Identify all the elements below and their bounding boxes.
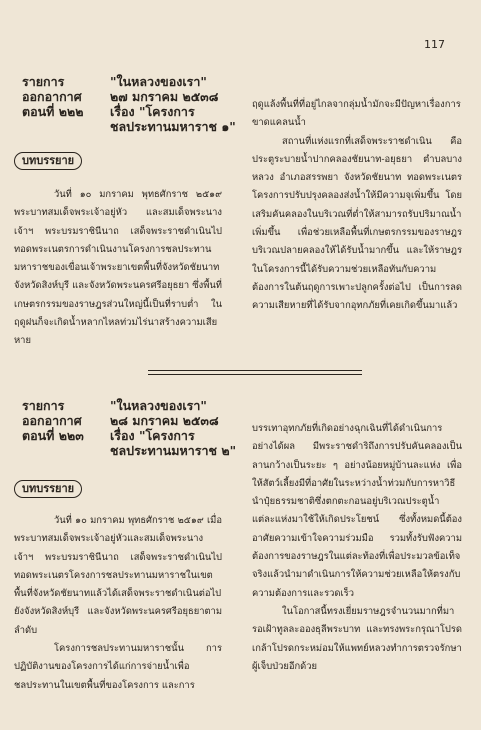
section-1-left-column — [14, 186, 222, 366]
paragraph: สถานที่แห่งแรกที่เสด็จพระราชดำเนิน คือประตูระบายน้ำปากคลองชัยนาท-อยุธยา ตำบลบางหลวง อำเภอสรรพยา จังหวัดชัยนาท ทอดพระเนตรโครงการปรับปรุงคลองส่งน้ำให้มีความจุเพิ่มขึ้น โดยเสริมคันคลองในบริเวณที่ต่ำให้สามารถรับปริมาณน้ำเพิ่มขึ้น เพื่อช่วยเหลือพื้นที่เกษตรกรรมของราษฎรบริเวณปลายคลองให้ได้รับน้ำมากขึ้น และให้ราษฎรในโครงการนี้ได้รับความช่วยเหลือทันกับความต้องการในต้นฤดูการเพาะปลูกครั้งต่อไป เป็นการลดความเสียหายที่ได้รับจากอุทกภัยที่เคยเกิดขึ้นมาแล้ว — [252, 135, 462, 312]
section-2-left-column — [14, 512, 222, 712]
paragraph: ในโอกาสนี้ทรงเยี่ยมราษฎรจำนวนมากที่มารอเฝ้าทูลละอองธุลีพระบาท และทรงพระกรุณาโปรดเกล้าโปรดกระหม่อมให้แพทย์หลวงทำการตรวจรักษาผู้เจ็บป่วยอีกด้วย — [252, 605, 462, 672]
page-number: 117 — [424, 38, 445, 51]
program-title: "ในหลวงของเรา" — [110, 398, 207, 413]
episode-subject: เรื่อง "โครงการ — [110, 428, 195, 443]
paragraph: ฤดูแล้งพื้นที่ที่อยู่ไกลจากลุ่มน้ำมักจะมีปัญหาเรื่องการขาดแคลนน้ำ — [252, 99, 461, 129]
script-label-badge: บทบรรยาย — [14, 152, 82, 170]
section-2-right-column — [252, 420, 462, 710]
paragraph: โครงการชลประทานมหาราชนั้น การปฏิบัติงานของโครงการได้แก่การจ่ายน้ำเพื่อชลประทานในเขตพื้นที่ของโครงการ และการ — [14, 643, 222, 691]
broadcast-date: ๒๗ มกราคม ๒๕๓๘ — [110, 89, 219, 104]
program-title: "ในหลวงของเรา" — [110, 74, 207, 89]
program-label: รายการ — [22, 398, 65, 413]
paragraph: บรรเทาอุทกภัยที่เกิดอย่างฉุกเฉินที่ได้ดำเนินการอย่างได้ผล มีพระราชดำริถึงการปรับคันคลองเป็นลานกว้างเป็นระยะ ๆ อย่างน้อยหมู่บ้านละแห่ง เพื่อให้สัตว์เลี้ยงมีที่อาศัยในระหว่างน้ำท่วมกับการหาวิธีนำปุ๋ยธรรมชาติซึ่งตกตะกอนอยู่บริเวณประตูน้ำแต่ละแห่งมาใช้ให้เกิดประโยชน์ ซึ่งทั้งหมดนี้ต้องอาศัยความเข้าใจความร่วมมือ รวมทั้งรับฟังความต้องการของราษฎรในแต่ละท้องที่เพื่อประมวลข้อเท็จจริงแล้วนำมาดำเนินการให้ความช่วยเหลือให้ตรงกับความต้องการและรวดเร็ว — [252, 423, 462, 599]
broadcast-label: ออกอากาศ — [22, 413, 82, 428]
script-label-badge: บทบรรยาย — [14, 480, 82, 498]
episode-label: ตอนที่ ๒๒๒ — [22, 104, 84, 119]
section-1-right-column — [252, 96, 462, 364]
program-label: รายการ — [22, 74, 65, 89]
episode-subject: เรื่อง "โครงการ — [110, 104, 195, 119]
broadcast-label: ออกอากาศ — [22, 89, 82, 104]
broadcast-date: ๒๘ มกราคม ๒๕๓๘ — [110, 413, 219, 428]
episode-subject-cont: ชลประทานมหาราช ๑" — [110, 119, 236, 134]
section-divider — [148, 370, 362, 375]
episode-subject-cont: ชลประทานมหาราช ๒" — [110, 443, 237, 458]
paragraph: วันที่ ๑๐ มกราคม พุทธศักราช ๒๕๑๙ พระบาทสมเด็จพระเจ้าอยู่หัว และสมเด็จพระนางเจ้าฯ พระบรมราชินีนาถ เสด็จพระราชดำเนินไปทอดพระเนตรการดำเนินงานโครงการชลประทานมหาราชของเขื่อนเจ้าพระยาเขตพื้นที่จังหวัดชัยนาท จังหวัดสิงห์บุรี และจังหวัดพระนครศรีอยุธยา ซึ่งพื้นที่เกษตรกรรมของราษฎรส่วนใหญ่นี้เป็นที่ราบต่ำ ในฤดูฝนก็จะเกิดน้ำหลากไหลท่วมไร่นาสร้างความเสียหาย — [14, 189, 222, 347]
paragraph: วันที่ ๑๐ มกราคม พุทธศักราช ๒๕๑๙ เมื่อพระบาทสมเด็จพระเจ้าอยู่หัวและสมเด็จพระนางเจ้าฯ พระบรมราชินีนาถ เสด็จพระราชดำเนินไปทอดพระเนตรโครงการชลประทานมหาราชในเขตพื้นที่จังหวัดชัยนาทแล้วได้เสด็จพระราชดำเนินต่อไปยังจังหวัดสิงห์บุรี และจังหวัดพระนครศรีอยุธยาตามลำดับ — [14, 515, 222, 636]
episode-label: ตอนที่ ๒๒๓ — [22, 428, 84, 443]
